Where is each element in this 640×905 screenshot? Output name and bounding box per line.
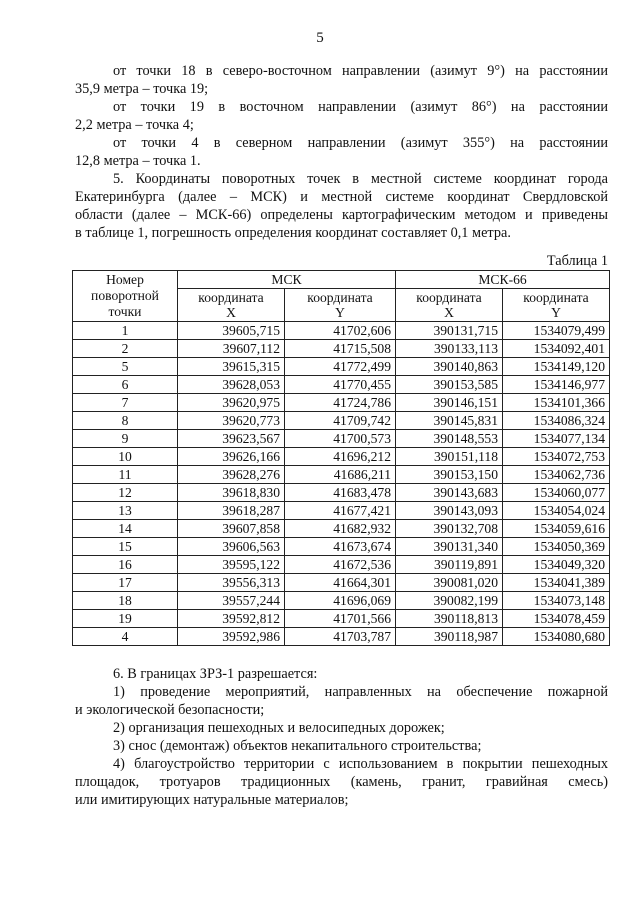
- table-row: [73, 556, 610, 574]
- cell-point-number: 17: [73, 574, 178, 592]
- header-line: поворотной: [91, 288, 159, 303]
- cell-msk-x: 39606,563: [178, 538, 285, 556]
- header-msk66-y: [503, 289, 610, 322]
- header-msk: МСК: [178, 271, 396, 289]
- cell-msk-y: 41672,536: [285, 556, 396, 574]
- text-line: или имитирующих натуральные материалов;: [75, 792, 349, 808]
- text-line: 4) благоустройство территории с использованием в покрытии пешеходных: [113, 756, 608, 772]
- cell-point-number: 18: [73, 592, 178, 610]
- cell-msk66-x: 390143,093: [396, 502, 503, 520]
- cell-msk66-y: 1534062,736: [503, 466, 610, 484]
- cell-point-number: 10: [73, 448, 178, 466]
- cell-msk66-x: 390145,831: [396, 412, 503, 430]
- table-row: [73, 610, 610, 628]
- text-line: 12,8 метра – точка 1.: [75, 153, 201, 169]
- cell-msk-x: 39557,244: [178, 592, 285, 610]
- cell-point-number: 2: [73, 340, 178, 358]
- cell-msk66-x: 390131,715: [396, 322, 503, 340]
- section-5-paragraph: [75, 170, 608, 242]
- cell-msk66-x: 390146,151: [396, 394, 503, 412]
- cell-msk-y: 41703,787: [285, 628, 396, 646]
- header-line: координата: [416, 290, 482, 305]
- cell-point-number: 19: [73, 610, 178, 628]
- cell-msk-x: 39607,112: [178, 340, 285, 358]
- text-line: 2,2 метра – точка 4;: [75, 117, 194, 133]
- cell-msk-y: 41770,455: [285, 376, 396, 394]
- header-line: X: [226, 305, 236, 320]
- cell-msk66-y: 1534086,324: [503, 412, 610, 430]
- cell-msk66-x: 390140,863: [396, 358, 503, 376]
- cell-msk66-y: 1534060,077: [503, 484, 610, 502]
- cell-point-number: 14: [73, 520, 178, 538]
- header-msk66: МСК-66: [396, 271, 610, 289]
- cell-msk66-x: 390081,020: [396, 574, 503, 592]
- cell-msk-y: 41696,069: [285, 592, 396, 610]
- header-point-number: [73, 271, 178, 322]
- text-line: 35,9 метра – точка 19;: [75, 81, 209, 97]
- table-row: [73, 592, 610, 610]
- table-row: [73, 502, 610, 520]
- cell-msk66-y: 1534092,401: [503, 340, 610, 358]
- cell-msk-y: 41696,212: [285, 448, 396, 466]
- cell-point-number: 12: [73, 484, 178, 502]
- header-line: точки: [108, 304, 142, 319]
- cell-msk-x: 39605,715: [178, 322, 285, 340]
- cell-msk-x: 39628,053: [178, 376, 285, 394]
- section-6-item-3: [75, 737, 608, 755]
- header-line: координата: [307, 290, 373, 305]
- cell-point-number: 13: [73, 502, 178, 520]
- header-line: Y: [551, 305, 561, 320]
- intro-paragraph-3: [75, 134, 608, 170]
- cell-msk66-y: 1534080,680: [503, 628, 610, 646]
- table-row: [73, 628, 610, 646]
- table-row: [73, 448, 610, 466]
- header-line: X: [444, 305, 454, 320]
- page-number: 5: [316, 30, 324, 46]
- cell-msk66-y: 1534149,120: [503, 358, 610, 376]
- cell-msk-y: 41772,499: [285, 358, 396, 376]
- section-6-title: [75, 665, 608, 683]
- table-row: [73, 430, 610, 448]
- cell-point-number: 4: [73, 628, 178, 646]
- cell-msk-x: 39556,313: [178, 574, 285, 592]
- cell-msk66-y: 1534078,459: [503, 610, 610, 628]
- table-caption: Таблица 1: [546, 253, 608, 269]
- text-line: 5. Координаты поворотных точек в местной системе координат города: [113, 171, 608, 187]
- cell-msk-x: 39628,276: [178, 466, 285, 484]
- cell-msk66-y: 1534050,369: [503, 538, 610, 556]
- table-row: [73, 322, 610, 340]
- table-row: [73, 538, 610, 556]
- cell-msk-x: 39623,567: [178, 430, 285, 448]
- cell-point-number: 16: [73, 556, 178, 574]
- cell-msk66-y: 1534146,977: [503, 376, 610, 394]
- text-line: 6. В границах ЗРЗ-1 разрешается:: [113, 666, 318, 682]
- text-line: от точки 4 в северном направлении (азимут 355°) на расстоянии: [113, 135, 608, 151]
- cell-point-number: 5: [73, 358, 178, 376]
- text-line: от точки 19 в восточном направлении (азимут 86°) на расстоянии: [113, 99, 608, 115]
- cell-msk-y: 41686,211: [285, 466, 396, 484]
- section-6-item-4: [75, 755, 608, 809]
- cell-msk-x: 39618,287: [178, 502, 285, 520]
- cell-msk-y: 41673,674: [285, 538, 396, 556]
- cell-msk66-x: 390119,891: [396, 556, 503, 574]
- cell-msk66-x: 390118,987: [396, 628, 503, 646]
- table-row: [73, 466, 610, 484]
- cell-msk66-y: 1534077,134: [503, 430, 610, 448]
- cell-msk-x: 39607,858: [178, 520, 285, 538]
- header-line: координата: [198, 290, 264, 305]
- cell-point-number: 8: [73, 412, 178, 430]
- cell-msk66-x: 390118,813: [396, 610, 503, 628]
- cell-point-number: 9: [73, 430, 178, 448]
- cell-msk-y: 41683,478: [285, 484, 396, 502]
- cell-msk66-x: 390151,118: [396, 448, 503, 466]
- cell-msk-x: 39615,315: [178, 358, 285, 376]
- cell-msk-y: 41702,606: [285, 322, 396, 340]
- table-row: [73, 484, 610, 502]
- cell-msk66-x: 390131,340: [396, 538, 503, 556]
- cell-msk66-y: 1534054,024: [503, 502, 610, 520]
- cell-msk-x: 39620,975: [178, 394, 285, 412]
- cell-point-number: 11: [73, 466, 178, 484]
- cell-msk66-x: 390153,585: [396, 376, 503, 394]
- text-line: области (далее – МСК-66) определены картографическим методом и приведены: [75, 207, 608, 223]
- cell-msk-y: 41715,508: [285, 340, 396, 358]
- cell-point-number: 15: [73, 538, 178, 556]
- cell-msk66-y: 1534072,753: [503, 448, 610, 466]
- cell-msk66-x: 390148,553: [396, 430, 503, 448]
- cell-msk-y: 41709,742: [285, 412, 396, 430]
- header-line: Y: [335, 305, 345, 320]
- table-row: [73, 358, 610, 376]
- text-line: площадок, тротуаров традиционных (камень, гранит, гравийная смесь): [75, 774, 608, 790]
- table-row: [73, 520, 610, 538]
- cell-point-number: 1: [73, 322, 178, 340]
- cell-msk66-x: 390143,683: [396, 484, 503, 502]
- section-6-item-2: [75, 719, 608, 737]
- intro-paragraph-1: [75, 62, 608, 98]
- cell-msk-x: 39620,773: [178, 412, 285, 430]
- text-line: 1) проведение мероприятий, направленных на обеспечение пожарной: [113, 684, 608, 700]
- cell-msk-y: 41682,932: [285, 520, 396, 538]
- cell-msk-x: 39618,830: [178, 484, 285, 502]
- header-line: координата: [523, 290, 589, 305]
- text-line: 2) организация пешеходных и велосипедных дорожек;: [113, 720, 445, 736]
- cell-msk66-x: 390082,199: [396, 592, 503, 610]
- text-line: в таблице 1, погрешность определения координат составляет 0,1 метра.: [75, 225, 511, 241]
- intro-paragraph-2: [75, 98, 608, 134]
- section-6-item-1: [75, 683, 608, 719]
- cell-msk66-y: 1534041,389: [503, 574, 610, 592]
- cell-msk66-y: 1534101,366: [503, 394, 610, 412]
- text-line: от точки 18 в северо-восточном направлении (азимут 9°) на расстоянии: [113, 63, 608, 79]
- table-row: [73, 394, 610, 412]
- table-row: [73, 412, 610, 430]
- cell-msk66-y: 1534073,148: [503, 592, 610, 610]
- coordinates-table: [72, 270, 610, 646]
- header-msk-y: [285, 289, 396, 322]
- cell-msk-y: 41701,566: [285, 610, 396, 628]
- text-line: и экологической безопасности;: [75, 702, 265, 718]
- header-msk-x: [178, 289, 285, 322]
- cell-msk-y: 41677,421: [285, 502, 396, 520]
- cell-point-number: 6: [73, 376, 178, 394]
- cell-msk-x: 39626,166: [178, 448, 285, 466]
- cell-msk-x: 39595,122: [178, 556, 285, 574]
- header-line: Номер: [106, 272, 144, 287]
- header-msk66-x: [396, 289, 503, 322]
- table-row: [73, 376, 610, 394]
- cell-msk66-x: 390153,150: [396, 466, 503, 484]
- cell-msk66-y: 1534079,499: [503, 322, 610, 340]
- cell-point-number: 7: [73, 394, 178, 412]
- cell-msk-y: 41700,573: [285, 430, 396, 448]
- table-row: [73, 340, 610, 358]
- cell-msk-y: 41664,301: [285, 574, 396, 592]
- cell-msk-x: 39592,986: [178, 628, 285, 646]
- table-row: [73, 574, 610, 592]
- cell-msk66-x: 390132,708: [396, 520, 503, 538]
- cell-msk66-y: 1534059,616: [503, 520, 610, 538]
- cell-msk66-x: 390133,113: [396, 340, 503, 358]
- text-line: 3) снос (демонтаж) объектов некапитального строительства;: [113, 738, 482, 754]
- cell-msk-x: 39592,812: [178, 610, 285, 628]
- cell-msk-y: 41724,786: [285, 394, 396, 412]
- text-line: Екатеринбурга (далее – МСК) и местной системе координат Свердловской: [75, 189, 608, 205]
- cell-msk66-y: 1534049,320: [503, 556, 610, 574]
